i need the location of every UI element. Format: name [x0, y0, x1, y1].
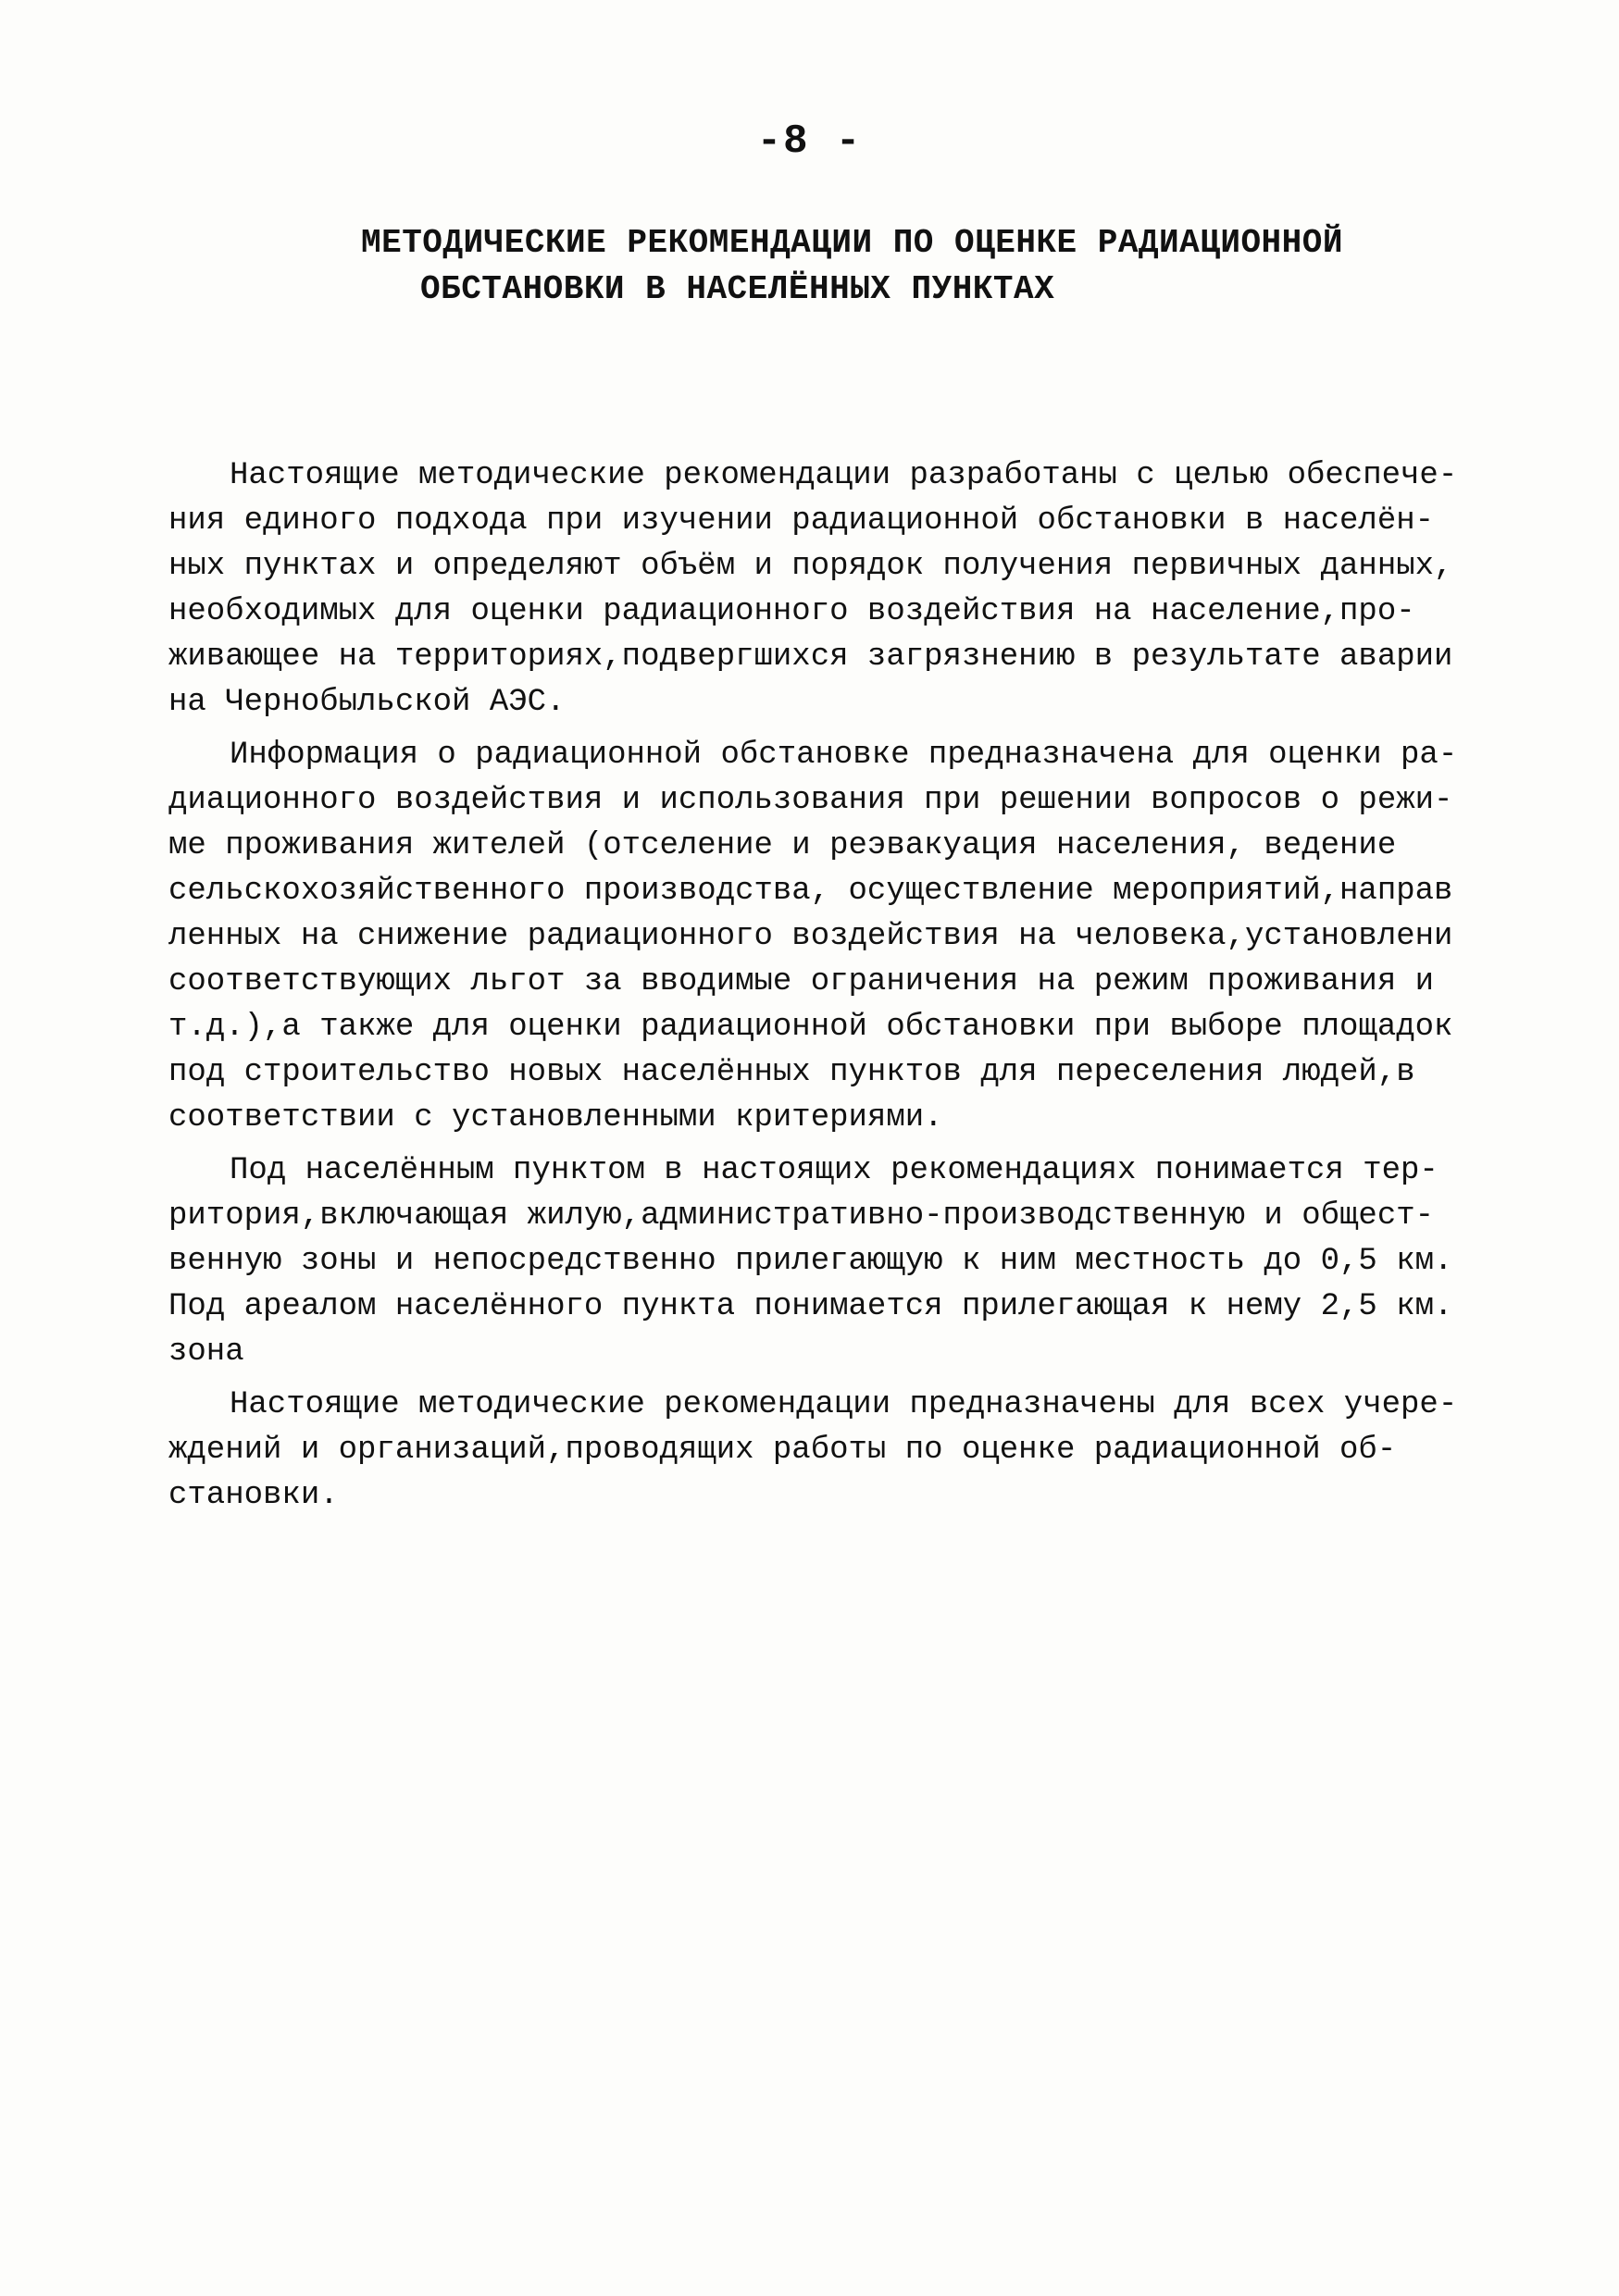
text-line: ленных на снижение радиационного воздействия на человека,установлени	[168, 919, 1453, 954]
text-line: соответствующих льгот за вводимые ограничения на режим проживания и	[168, 964, 1435, 999]
paragraph-3	[168, 1148, 1464, 1375]
text-line: т.д.),а также для оценки радиационной обстановки при выборе площадок	[168, 1010, 1453, 1045]
text-line: Под ареалом населённого пункта понимается прилегающая к нему 2,5 км.	[168, 1289, 1453, 1324]
text-line: Под населённым пунктом в настоящих рекомендациях понимается тер-	[230, 1153, 1438, 1188]
text-line: соответствии с установленными критериями.	[168, 1100, 943, 1136]
paragraph-4	[168, 1383, 1464, 1519]
title-line-2: ОБСТАНОВКИ В НАСЕЛЁННЫХ ПУНКТАХ	[420, 270, 1055, 308]
text-line: ме проживания жителей (отселение и реэвакуация населения, ведение	[168, 828, 1397, 863]
text-line: Настоящие методические рекомендации предназначены для всех учере-	[230, 1387, 1458, 1422]
text-line: Настоящие методические рекомендации разработаны с целью обеспече-	[230, 458, 1458, 493]
text-line: сельскохозяйственного производства, осуществление мероприятий,направ	[168, 874, 1453, 909]
title-line-1: МЕТОДИЧЕСКИЕ РЕКОМЕНДАЦИИ ПО ОЦЕНКЕ РАДИАЦИОННОЙ	[361, 224, 1343, 262]
document-title	[361, 220, 1472, 313]
document-body	[168, 453, 1464, 1526]
text-line: ния единого подхода при изучении радиационной обстановки в населён-	[168, 503, 1435, 539]
page-number: -8 -	[756, 118, 863, 165]
text-line: необходимых для оценки радиационного воздействия на население,про-	[168, 594, 1415, 629]
paragraph-1	[168, 453, 1464, 726]
text-line: диационного воздействия и использования при решении вопросов о режи-	[168, 783, 1453, 818]
text-line: ждений и организаций,проводящих работы по оценке радиационной об-	[168, 1433, 1397, 1468]
text-line: зона	[168, 1334, 244, 1370]
text-line: на Чернобыльской АЭС.	[168, 685, 566, 720]
text-line: ных пунктах и определяют объём и порядок получения первичных данных,	[168, 549, 1453, 584]
text-line: ритория,включающая жилую,административно-производственную и общест-	[168, 1198, 1435, 1234]
text-line: Информация о радиационной обстановке предназначена для оценки ра-	[230, 738, 1458, 773]
text-line: под строительство новых населённых пунктов для переселения людей,в	[168, 1055, 1415, 1090]
text-line: живающее на территориях,подвергшихся загрязнению в результате аварии	[168, 639, 1453, 675]
text-line: венную зоны и непосредственно прилегающую к ним местность до 0,5 км.	[168, 1244, 1453, 1279]
text-line: становки.	[168, 1478, 339, 1513]
paragraph-2	[168, 733, 1464, 1141]
